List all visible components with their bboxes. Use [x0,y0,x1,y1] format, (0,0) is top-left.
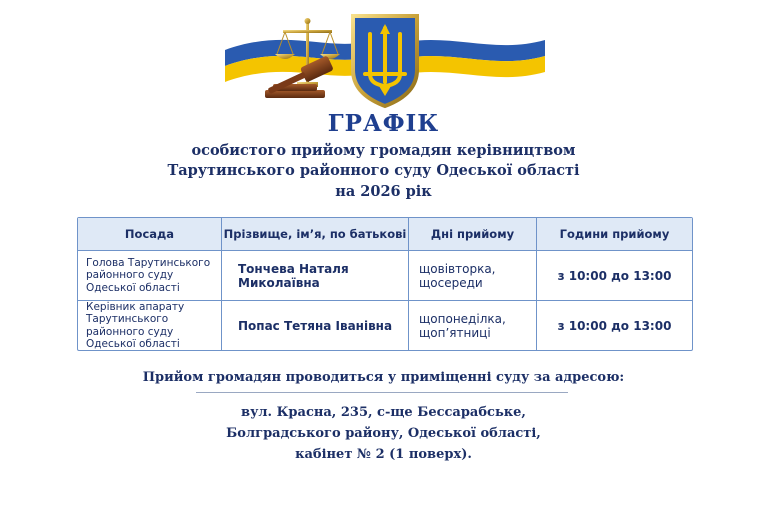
trident-emblem-icon [353,16,417,106]
address-line-1: вул. Красна, 235, с-ще Бессарабське, [241,405,526,420]
table-row [78,300,692,350]
table-row [78,250,692,300]
header-banner [225,10,545,110]
header-position: Посада [124,227,175,241]
cell-name: Попас Тетяна Іванівна [221,301,408,350]
cell-days: щовівторка, щосереди [408,251,536,300]
subtitle-line-3: на 2026 рік [335,183,432,200]
header-hours: Години прийому [536,218,692,250]
cell-days: щопонеділка, щоп’ятниці [408,301,536,350]
cell-position: Голова Тарутинського районного суду Одеської області [86,256,211,294]
header-name: Прізвище, ім’я, по батькові [221,218,408,250]
address-line-3: кабінет № 2 (1 поверх). [295,447,472,462]
subtitle-line-1: особистого прийому громадян керівництвом [191,142,576,159]
page-title: ГРАФІК [327,110,440,137]
cell-hours: з 10:00 до 13:00 [536,301,692,350]
cell-hours: з 10:00 до 13:00 [536,251,692,300]
address-heading: Прийом громадян проводиться у приміщенні суду за адресою: [142,370,625,385]
header-days: Дні прийому [408,218,536,250]
address-line-2: Болградського району, Одеської області, [226,426,541,441]
cell-name: Тончева Наталя Миколаївна [221,251,408,300]
subtitle-line-2: Тарутинського районного суду Одеської області [167,162,580,179]
divider [196,392,568,393]
cell-position: Керівник апарату Тарутинського районного суду Одеської області [86,300,185,350]
schedule-table [77,217,693,351]
table-header-row [78,218,692,250]
